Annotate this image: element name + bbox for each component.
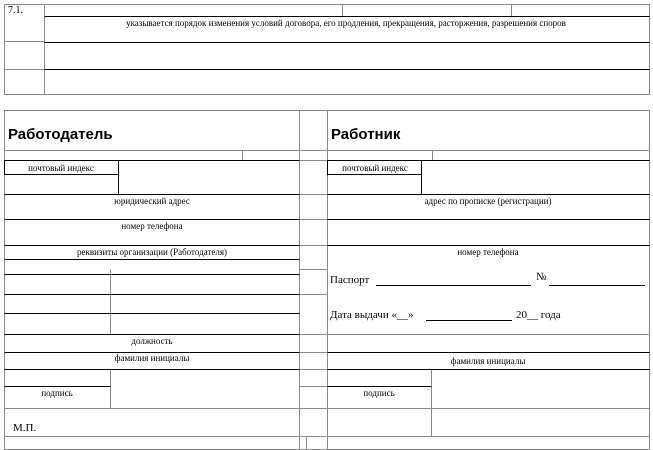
issue-year-suffix: года <box>540 309 561 321</box>
passport-series-field[interactable] <box>376 285 531 286</box>
employer-legal-address-label: юридический адрес <box>114 196 190 206</box>
employer-heading: Работодатель <box>8 126 113 143</box>
employee-name-label: фамилия инициалы <box>450 356 526 366</box>
passport-number-field[interactable] <box>549 285 645 286</box>
issue-year-field[interactable]: __ <box>527 309 538 321</box>
employee-registration-address-label: адрес по прописке (регистрации) <box>424 196 552 206</box>
employer-signature-label: подпись <box>41 388 73 398</box>
issue-date-close: » <box>407 309 414 321</box>
employer-phone-label: номер телефона <box>121 221 183 231</box>
employee-postal-index-label: почтовый индекс <box>342 163 408 173</box>
issue-month-field[interactable] <box>426 320 512 321</box>
employee-phone-label: номер телефона <box>457 247 519 257</box>
employer-requisites-label: реквизиты организации (Работодателя) <box>76 247 228 257</box>
issue-date-label <box>330 310 413 321</box>
passport-label: Паспорт <box>330 274 370 286</box>
passport-number-sign: № <box>536 271 547 283</box>
section-number: 7.1. <box>8 5 23 16</box>
employer-position-label: должность <box>131 336 173 346</box>
employee-signature-label: подпись <box>363 388 395 398</box>
employee-heading: Работник <box>331 126 401 143</box>
issue-date-label-text: Дата выдачи « <box>330 309 397 321</box>
employer-stamp-label: М.П. <box>13 422 37 434</box>
issue-day-field[interactable]: __ <box>396 309 408 321</box>
employer-postal-index-label: почтовый индекс <box>28 163 94 173</box>
employer-name-label: фамилия инициалы <box>114 353 190 363</box>
issue-year-label <box>516 310 561 321</box>
issue-year-prefix: 20 <box>516 309 527 321</box>
section-note: указывается порядок изменения условий договора, его продления, прекращения, расторжения, разрешения споров <box>126 18 566 28</box>
